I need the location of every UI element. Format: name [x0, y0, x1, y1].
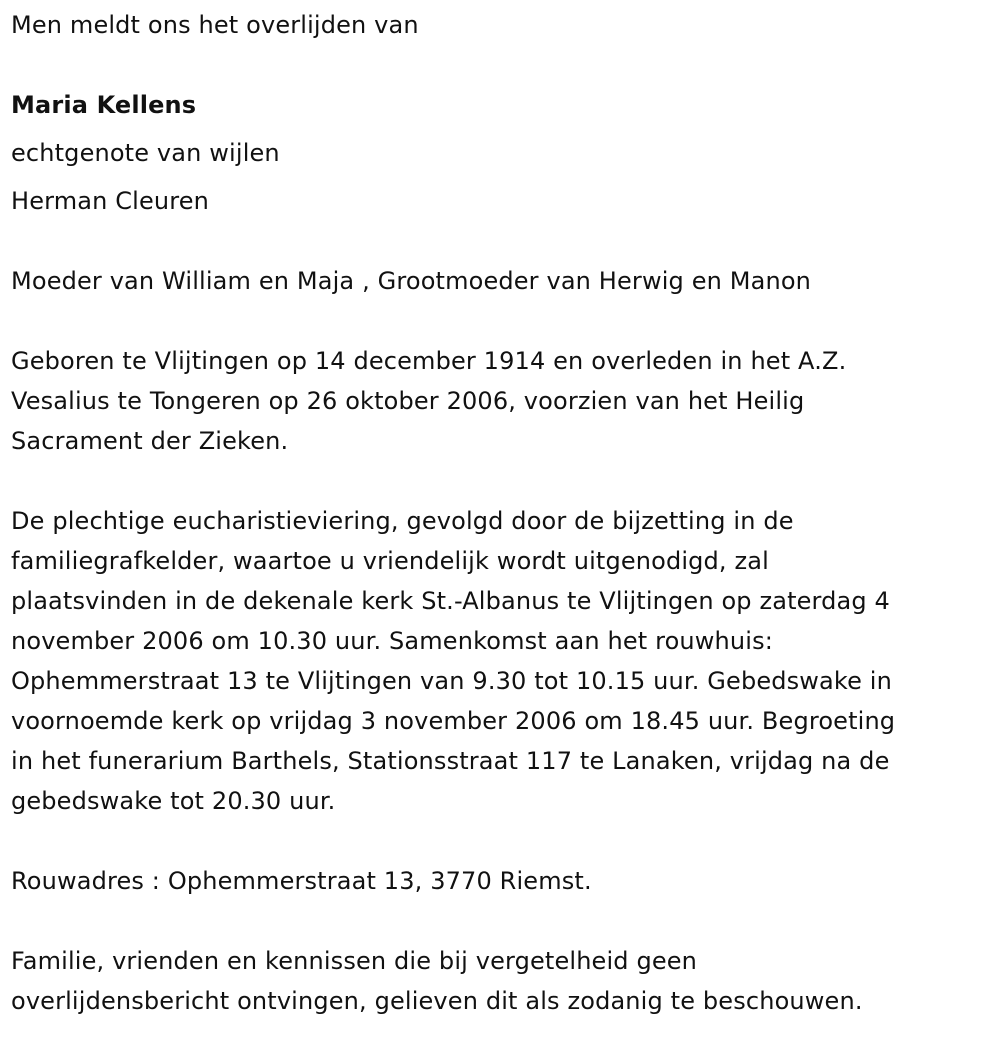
- family-line: Moeder van William en Maja , Grootmoeder van Herwig en Manon: [11, 267, 812, 295]
- paragraph-line: overlijdensbericht ontvingen, gelieven dit als zodanig te beschouwen.: [11, 987, 863, 1015]
- ceremony-paragraph: [11, 501, 986, 821]
- paragraph-line: Familie, vrienden en kennissen die bij vergetelheid geen: [11, 947, 698, 975]
- paragraph-line: Ophemmerstraat 13 te Vlijtingen van 9.30 tot 10.15 uur. Gebedswake in: [11, 667, 892, 695]
- paragraph-line: in het funerarium Barthels, Stationsstraat 117 te Lanaken, vrijdag na de: [11, 747, 890, 775]
- intro-text: Men meldt ons het overlijden van: [11, 11, 419, 39]
- paragraph-line: Geboren te Vlijtingen op 14 december 1914 en overleden in het A.Z.: [11, 347, 847, 375]
- paragraph-line: voornoemde kerk op vrijdag 3 november 2006 om 18.45 uur. Begroeting: [11, 707, 896, 735]
- birth-death-paragraph: [11, 341, 986, 461]
- paragraph-line: november 2006 om 10.30 uur. Samenkomst aan het rouwhuis:: [11, 627, 773, 655]
- deceased-name: Maria Kellens: [11, 91, 197, 119]
- mourning-address: Rouwadres : Ophemmerstraat 13, 3770 Riemst.: [11, 867, 592, 895]
- paragraph-line: gebedswake tot 20.30 uur.: [11, 787, 336, 815]
- paragraph-line: plaatsvinden in de dekenale kerk St.-Albanus te Vlijtingen op zaterdag 4: [11, 587, 890, 615]
- spouse-name: Herman Cleuren: [11, 187, 210, 215]
- paragraph-line: Sacrament der Zieken.: [11, 427, 289, 455]
- paragraph-line: Vesalius te Tongeren op 26 oktober 2006, voorzien van het Heilig: [11, 387, 805, 415]
- paragraph-line: familiegrafkelder, waartoe u vriendelijk wordt uitgenodigd, zal: [11, 547, 769, 575]
- spouse-label: echtgenote van wijlen: [11, 139, 280, 167]
- paragraph-line: De plechtige eucharistieviering, gevolgd door de bijzetting in de: [11, 507, 794, 535]
- closing-paragraph: [11, 941, 986, 1021]
